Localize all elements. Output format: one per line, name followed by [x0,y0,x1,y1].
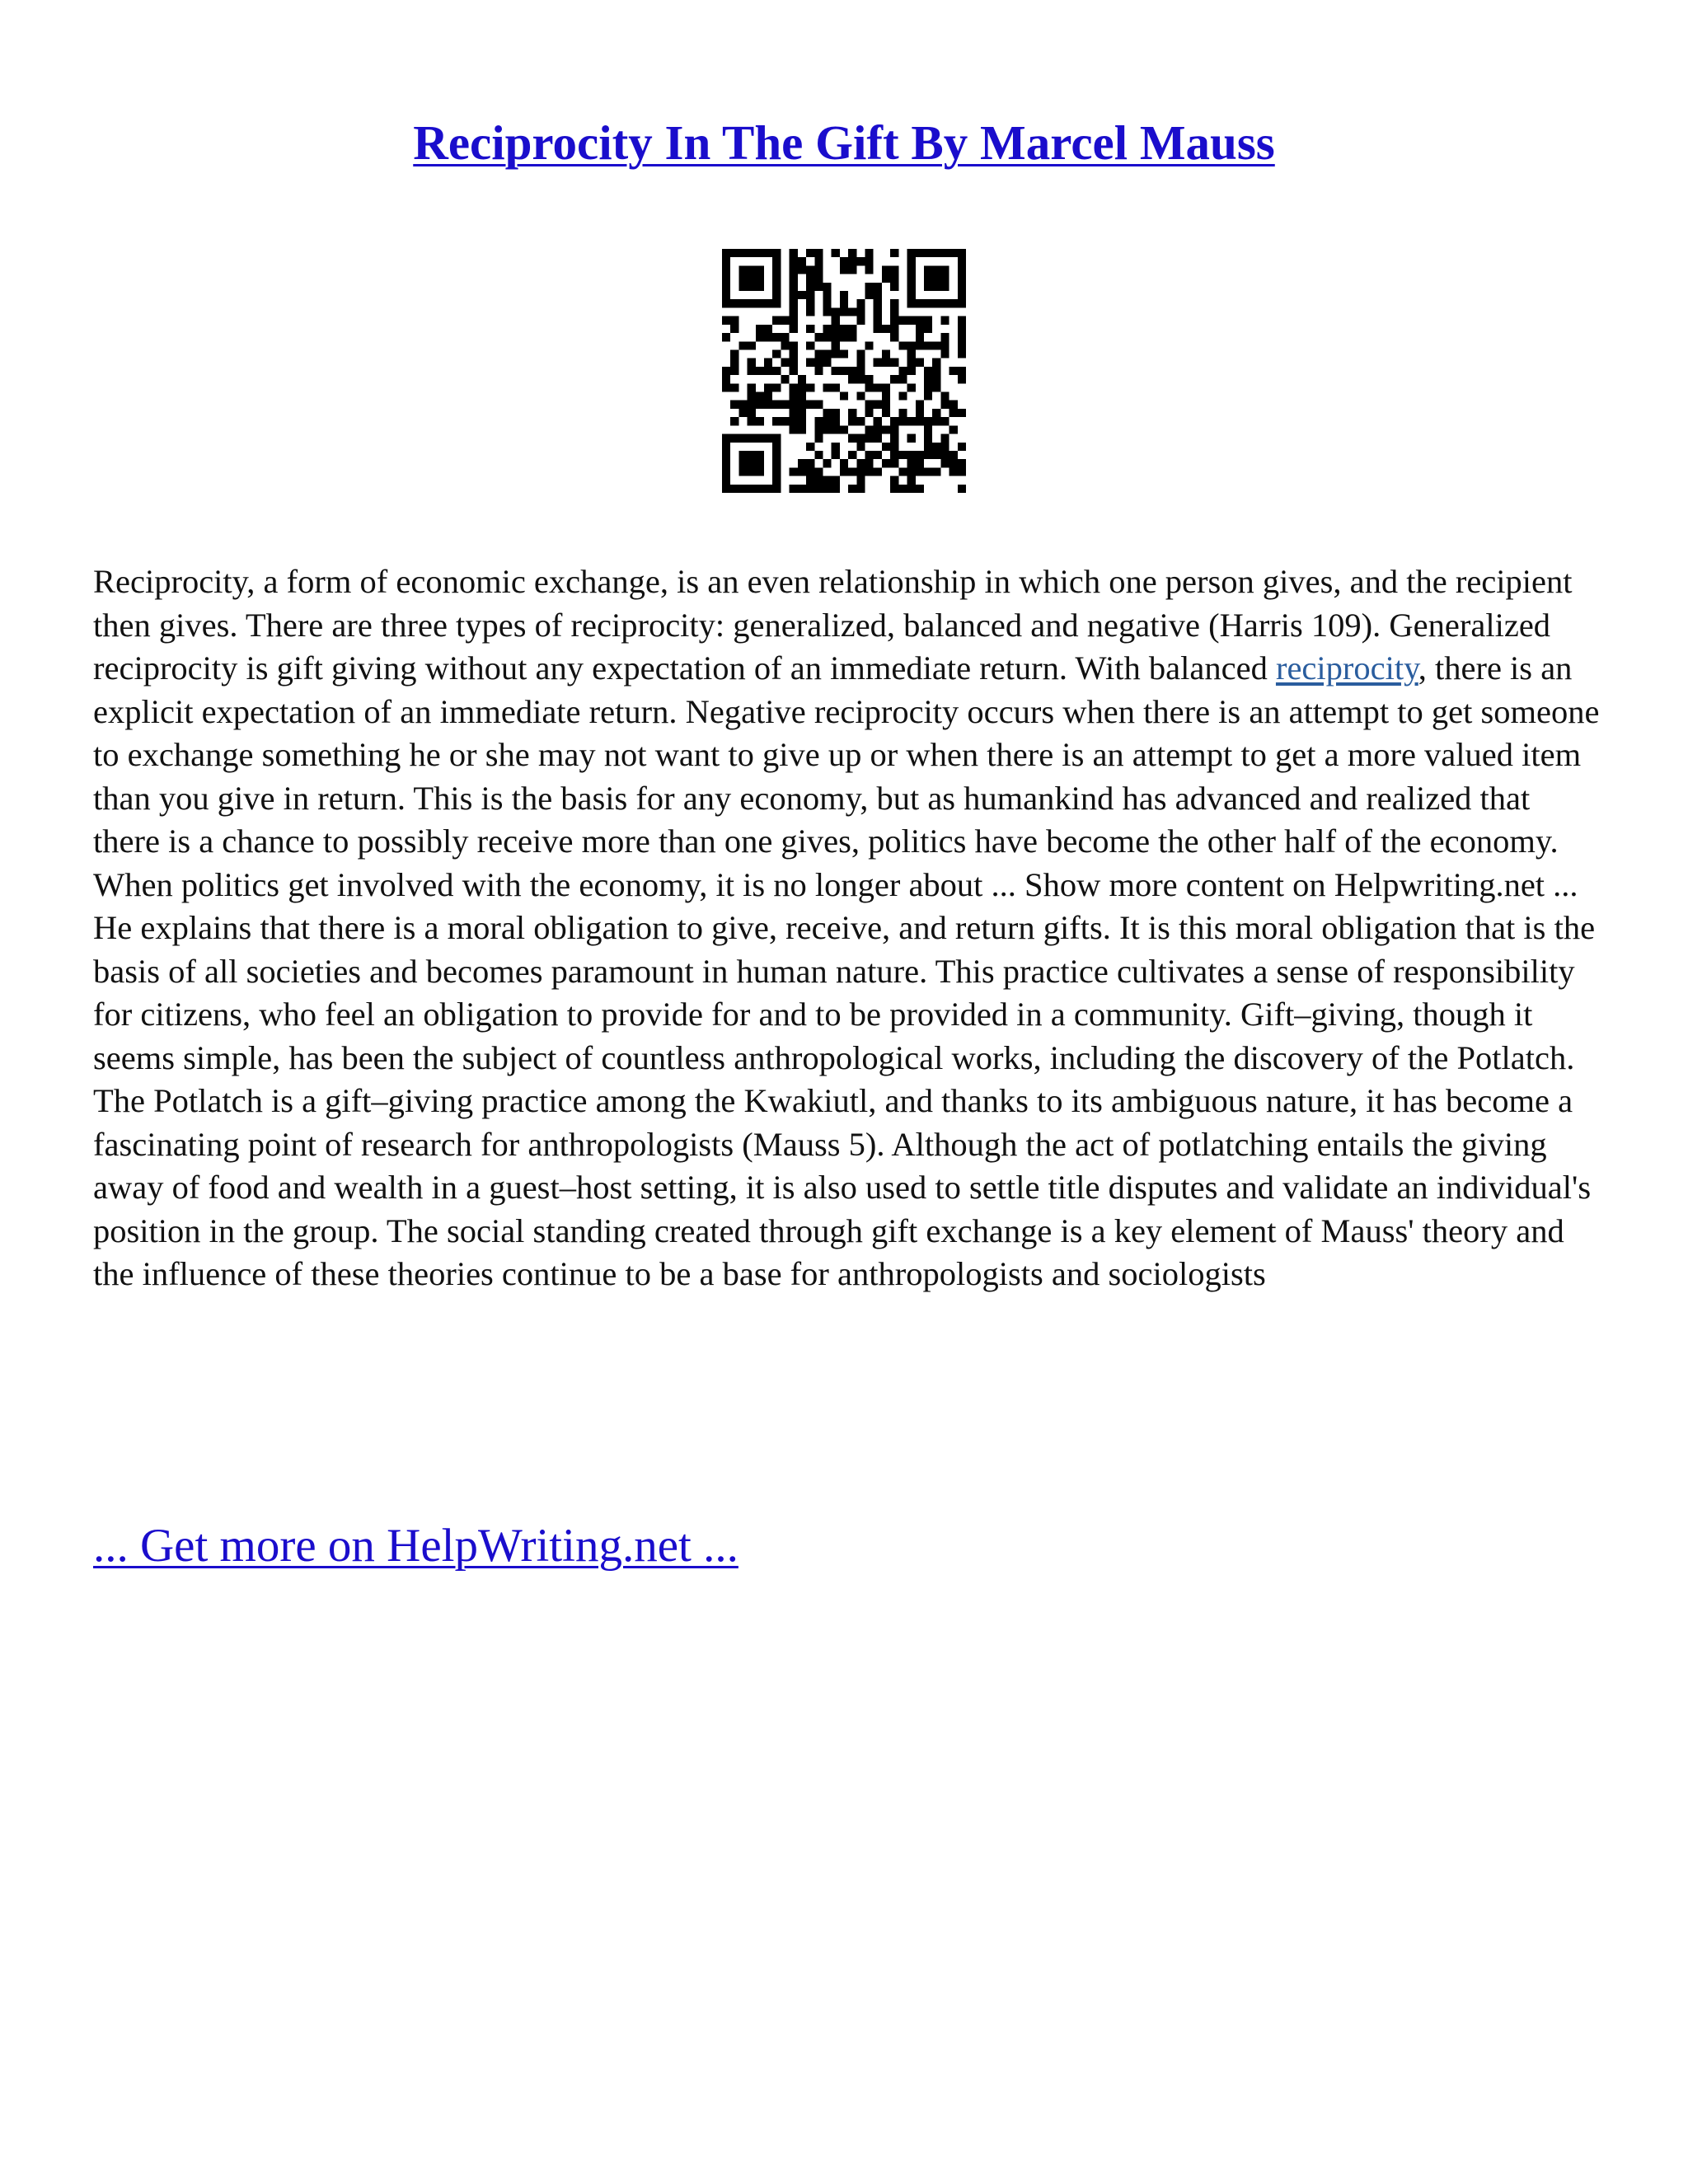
page-title [0,114,1688,171]
get-more-link[interactable]: ... Get more on HelpWriting.net ... [93,1520,738,1572]
paragraph-1 [93,560,1601,907]
reciprocity-link[interactable]: reciprocity [1275,649,1418,687]
paragraph-1-text-start: Reciprocity, a form of economic exchange, is an even relationship in which one person gives, and the recipient then gives. There are three types of reciprocity: generalized, balanced and negative (Harris 109). Generalized reciprocity is gift giving without any expectation of an immediate return. With balanced [93,563,1573,687]
title-link[interactable]: Reciprocity In The Gift By Marcel Mauss [413,115,1275,170]
article-body [93,560,1601,1296]
qr-code-icon [722,249,966,493]
paragraph-1-text-end: , there is an explicit expectation of an immediate return. Negative reciprocity occurs when there is an attempt to get someone to exchange something he or she may not want to give up or when there is an attempt to get a more valued item than you give in return. This is the basis for any economy, but as humankind has advanced and realized that there is a chance to possibly receive more than one gives, politics have become the other half of the economy. When politics get involved with the economy, it is no longer about ... Show more content on Helpwriting.net ... [93,649,1600,903]
paragraph-2: He explains that there is a moral obligation to give, receive, and return gifts. It is this moral obligation that is the basis of all societies and becomes paramount in human nature. This practice cultivates a sense of responsibility for citizens, who feel an obligation to provide for and to be provided in a community. Gift–giving, though it seems simple, has been the subject of countless anthropological works, including the discovery of the Potlatch. The Potlatch is a gift–giving practice among the Kwakiutl, and thanks to its ambiguous nature, it has become a fascinating point of research for anthropologists (Mauss 5). Although the act of potlatching entails the giving away of food and wealth in a guest–host setting, it is also used to settle title disputes and validate an individual's position in the group. The social standing created through gift exchange is a key element of Mauss' theory and the influence of these theories continue to be a base for anthropologists and sociologists [93,909,1596,1292]
